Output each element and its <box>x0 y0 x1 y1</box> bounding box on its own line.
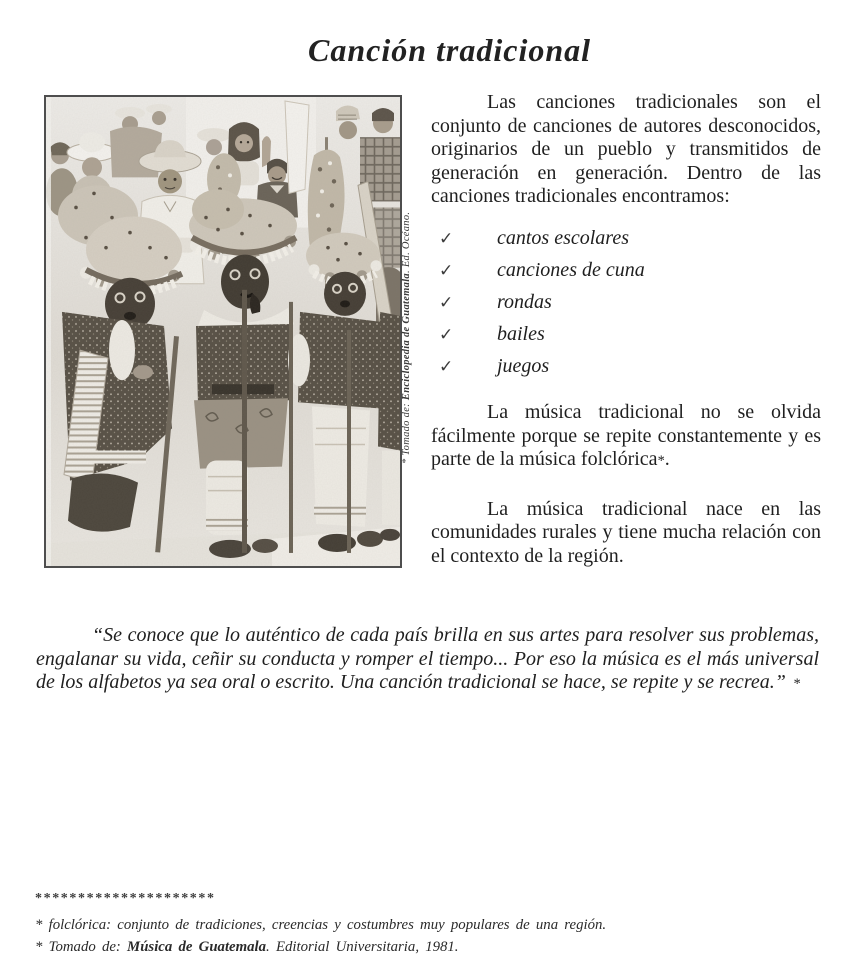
footnote-source <box>35 937 821 959</box>
article-column <box>431 91 821 569</box>
list-item <box>431 287 821 319</box>
list-item <box>431 223 821 255</box>
song-type-label: juegos <box>497 355 550 378</box>
footnote-source-suffix: . Editorial Universitaria, 1981. <box>266 938 459 955</box>
check-icon: ✓ <box>439 357 454 377</box>
traditional-dancers-photo <box>46 97 400 566</box>
photo-credit-caption <box>401 180 419 464</box>
footnotes-block <box>35 915 821 958</box>
photo-frame <box>44 95 402 568</box>
page-title: Canción tradicional <box>307 32 592 69</box>
song-type-label: bailes <box>497 323 545 346</box>
footnote-reference-mark: * <box>657 453 665 470</box>
footnote-source-title: Música de Guatemala <box>127 938 267 955</box>
check-icon: ✓ <box>439 229 454 249</box>
list-item <box>431 319 821 351</box>
check-icon: ✓ <box>439 261 454 281</box>
song-type-label: cantos escolares <box>497 227 630 250</box>
paragraph-folk-music-period: . <box>664 448 670 471</box>
footnote-folclorica: * folclórica: conjunto de tradiciones, creencias y costumbres muy populares de una región. <box>35 917 607 933</box>
paragraph-folk-music <box>431 401 821 474</box>
song-type-label: canciones de cuna <box>497 259 645 282</box>
photo-credit-source: Enciclopedia de Guatemala <box>401 273 412 401</box>
paragraph-folk-music-text: La música tradicional no se olvida fácilmente porque se repite constantemente y es parte de la música folclórica <box>431 400 821 471</box>
block-quote <box>36 624 819 697</box>
paragraph-rural-origin: La música tradicional nace en las comunidades rurales y tiene mucha relación con el contexto de la región. <box>431 497 821 567</box>
song-type-list <box>431 223 821 383</box>
quote-footnote-mark: * <box>792 676 801 693</box>
footnote-separator: ********************* <box>35 891 216 906</box>
list-item <box>431 351 821 383</box>
paragraph-intro: Las canciones tradicionales son el conjunto de canciones de autores desconocidos, originarios de un pueblo y transmitidos de generación en generación. Dentro de las canciones tradicionales encontramos: <box>431 91 821 208</box>
quote-text: “Se conoce que lo auténtico de cada país brilla en sus artes para resolver sus problemas, engalanar su vida, ceñir su conducta y romper el tiempo... Por eso la música es el más universal de los alfabetos ya sea oral o escrito. Una canción tradicional se hace, se repite y se recrea.” <box>36 624 819 694</box>
footnote-source-prefix: * Tomado de: <box>35 938 128 955</box>
list-item <box>431 255 821 287</box>
check-icon: ✓ <box>439 293 454 313</box>
photo-credit-suffix: . Ed. Océano. <box>401 211 412 274</box>
song-type-label: rondas <box>497 291 552 314</box>
check-icon: ✓ <box>439 325 454 345</box>
photo-credit-prefix: * Tomado de: <box>401 400 412 464</box>
